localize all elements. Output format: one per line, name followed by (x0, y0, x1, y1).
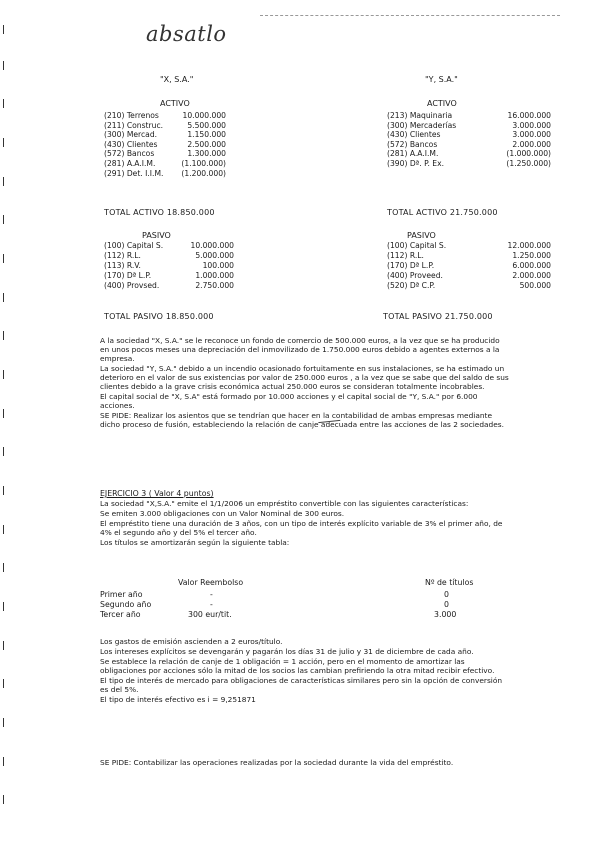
company-y-pasivo-amount: 2.000.000 (512, 271, 551, 280)
company-y-pasivo-row (387, 281, 551, 290)
amortization-year: Tercer año (100, 610, 141, 619)
company-y-activo-account: (390) Dª. P. Ex. (387, 159, 445, 168)
company-x-pasivo-account: (112) R.L. (104, 251, 141, 260)
amortization-titulos: 3.000 (434, 610, 457, 619)
company-x-activo-amount: (1.200.000) (181, 168, 226, 178)
company-y-activo-title: ACTIVO (427, 99, 457, 108)
company-x-pasivo-account: (113) R.V. (104, 261, 141, 270)
condition-intereses: Los intereses explícitos se devengarán y pagarán los días 31 de julio y 31 de diciembre de cada año. (100, 647, 474, 657)
company-x-pasivo-row (104, 271, 264, 280)
company-x-pasivo-title: PASIVO (142, 231, 171, 240)
company-x-name: "X, S.A." (160, 75, 194, 84)
company-y-activo-account: (281) A.A.I.M. (387, 149, 439, 159)
company-x-activo-row (104, 159, 264, 168)
company-x-activo-title: ACTIVO (160, 99, 190, 108)
amortization-reembolso: - (210, 590, 213, 599)
condition-tipo-efectivo: El tipo de interés efectivo es i = 9,251871 (100, 695, 256, 705)
company-y-activo-row (387, 159, 551, 168)
ejercicio-title: EJERCICIO 3 ( Valor 4 puntos) (100, 489, 214, 498)
statement-paragraphs (100, 336, 510, 430)
company-y-total-pasivo: TOTAL PASIVO 21.750.000 (383, 312, 493, 321)
company-y-pasivo-account: (520) Dª C.P. (387, 281, 436, 290)
company-y-pasivo-account: (400) Proveed. (387, 271, 443, 280)
company-x-activo-account: (572) Bancos (104, 149, 155, 159)
company-x-pasivo-row (104, 241, 264, 250)
amortization-row (100, 610, 500, 620)
condition-gastos: Los gastos de emisión ascienden a 2 euros/título. (100, 637, 283, 646)
company-y-activo-row (387, 139, 551, 149)
ejercicio-line-4: Los títulos se amortizarán según la siguiente tabla: (100, 538, 290, 548)
company-x-activo-row (104, 149, 264, 158)
ejercicio-line-1: La sociedad "X,S.A." emite el 1/1/2006 un empréstito convertible con las siguientes características: (100, 499, 469, 508)
company-y-pasivo-account: (170) Dª L.P. (387, 261, 435, 270)
company-y-pasivo-account: (100) Capital S. (387, 241, 447, 250)
company-y-name: "Y, S.A." (425, 75, 458, 84)
company-y-pasivo-amount: 500.000 (519, 281, 551, 290)
ejercicio-line-2: Se emiten 3.000 obligaciones con un Valor Nominal de 300 euros. (100, 509, 345, 519)
paragraph-fondo-comercio: A la sociedad "X, S.A." se le reconoce un fondo de comercio de 500.000 euros, a la vez que se ha producido en unos pocos meses una depreciación del inmovilizado de 1.750.000 euros debido a agentes externos a la empresa. (100, 336, 500, 364)
amortization-reembolso: 300 eur/tit. (188, 610, 232, 619)
company-x-activo-amount: 5.500.000 (187, 120, 226, 130)
company-y-activo-row (387, 120, 551, 130)
company-y-activo-row (387, 111, 551, 120)
company-x-activo-row (104, 111, 264, 120)
company-y-activo-account: (430) Clientes (387, 130, 441, 140)
amortization-titulos: 0 (444, 600, 449, 609)
company-x-pasivo-account: (170) Dª L.P. (104, 271, 152, 280)
company-y-activo-amount: 16.000.000 (507, 111, 551, 120)
company-y-pasivo-amount: 6.000.000 (512, 261, 551, 270)
company-x-activo-account: (430) Clientes (104, 139, 158, 149)
company-x-activo-amount: 2.500.000 (187, 139, 226, 149)
condition-canje: Se establece la relación de canje de 1 obligación = 1 acción, pero en el momento de amortizar las obligaciones por acciones sólo la mitad de los socios las cambian prefiriendo la otra mitad recibir efectivo. (100, 657, 495, 676)
company-y-pasivo-amount: 1.250.000 (512, 251, 551, 260)
company-x-activo-amount: 1.150.000 (187, 130, 226, 140)
company-x-activo-account: (211) Construc. (104, 120, 164, 130)
company-x-pasivo-amount: 2.750.000 (195, 281, 234, 290)
amortization-row (100, 600, 500, 610)
ejercicio-intro (100, 499, 510, 548)
company-x-activo-account: (281) A.A.I.M. (104, 159, 156, 168)
handwritten-note: absatlo (146, 22, 227, 46)
amortization-year: Segundo año (100, 600, 152, 609)
company-x-total-activo: TOTAL ACTIVO 18.850.000 (104, 208, 215, 217)
company-y-pasivo-row (387, 271, 551, 280)
company-x-pasivo-row (104, 281, 264, 290)
company-y-total-activo: TOTAL ACTIVO 21.750.000 (387, 208, 498, 217)
amortization-reembolso: - (210, 600, 213, 609)
company-x-activo-account: (210) Terrenos (104, 111, 159, 120)
company-x-pasivo-row (104, 251, 264, 260)
amortization-titulos: 0 (444, 590, 449, 599)
ejercicio-line-3: El empréstito tiene una duración de 3 años, con un tipo de interés explícito variable de 3% el primer año, de 4% el segundo año y del 5% el tercer año. (100, 519, 503, 538)
company-x-pasivo-amount: 1.000.000 (195, 271, 234, 280)
company-y-activo-row (387, 149, 551, 159)
condition-tipo-mercado: El tipo de interés de mercado para obligaciones de características similares pero sin la opción de conversión es del 5%. (100, 676, 503, 695)
company-x-pasivo-amount: 100.000 (202, 261, 234, 270)
company-y-pasivo-account: (112) R.L. (387, 251, 424, 260)
company-y-activo-amount: (1.250.000) (506, 159, 551, 168)
paragraph-incendio: La sociedad "Y, S.A." debido a un incendio ocasionado fortuitamente en sus instalaciones, se ha estimado un deterioro en el valor de sus existencias por valor de 250.000 euros , a la vez que se sabe que del saldo de sus clientes debido a la grave crisis económica actual 250.000 euros se consideran totalmente incobrables. (100, 364, 509, 392)
amortization-row (100, 590, 500, 600)
company-x-pasivo-account: (400) Provsed. (104, 281, 160, 290)
company-y-pasivo-amount: 12.000.000 (507, 241, 551, 250)
company-y-activo-amount: 3.000.000 (512, 120, 551, 130)
company-x-pasivo-row (104, 261, 264, 270)
company-y-pasivo-row (387, 241, 551, 250)
company-y-pasivo-row (387, 251, 551, 260)
company-y-activo-account: (572) Bancos (387, 139, 438, 149)
company-x-activo-amount: (1.100.000) (181, 159, 226, 168)
company-x-activo-row (104, 121, 264, 130)
amortization-year: Primer año (100, 590, 143, 599)
company-y-activo-amount: (1.000.000) (506, 149, 551, 159)
company-x-activo-account: (291) Det. I.I.M. (104, 168, 164, 178)
ejercicio-conditions (100, 637, 510, 705)
col-header-reembolso: Valor Reembolso (178, 578, 244, 587)
company-y-activo-row (387, 130, 551, 140)
company-x-activo-amount: 10.000.000 (182, 111, 226, 120)
company-x-activo-row (104, 169, 264, 178)
company-x-pasivo-amount: 10.000.000 (190, 241, 234, 250)
ejercicio-se-pide: SE PIDE: Contabilizar las operaciones realizadas por la sociedad durante la vida del empréstito. (100, 758, 454, 767)
company-x-pasivo-amount: 5.000.000 (195, 251, 234, 260)
header-rule (260, 15, 560, 16)
company-x-activo-account: (300) Mercad. (104, 130, 158, 140)
paragraph-se-pide: SE PIDE: Realizar los asientos que se tendrían que hacer en la contabilidad de ambas empresas mediante dicho proceso de fusión, estableciendo la relación de canje adecuada entre las acciones de las 2 sociedades. (100, 411, 504, 430)
company-x-total-pasivo: TOTAL PASIVO 18.850.000 (104, 312, 214, 321)
paragraph-capital-social: El capital social de "X, S.A" está formado por 10.000 acciones y el capital social de "Y, S.A." por 6.000 acciones. (100, 392, 478, 411)
company-y-pasivo-row (387, 261, 551, 270)
company-y-activo-amount: 2.000.000 (512, 139, 551, 149)
company-x-activo-amount: 1.300.000 (187, 149, 226, 159)
company-x-activo-row (104, 140, 264, 149)
company-y-activo-amount: 3.000.000 (512, 130, 551, 140)
company-x-activo-row (104, 130, 264, 139)
company-y-activo-account: (300) Mercaderías (387, 120, 457, 130)
company-x-pasivo-account: (100) Capital S. (104, 241, 164, 250)
company-y-activo-account: (213) Maquinaria (387, 111, 453, 120)
company-y-pasivo-title: PASIVO (407, 231, 436, 240)
col-header-titulos: Nº de títulos (425, 578, 474, 587)
